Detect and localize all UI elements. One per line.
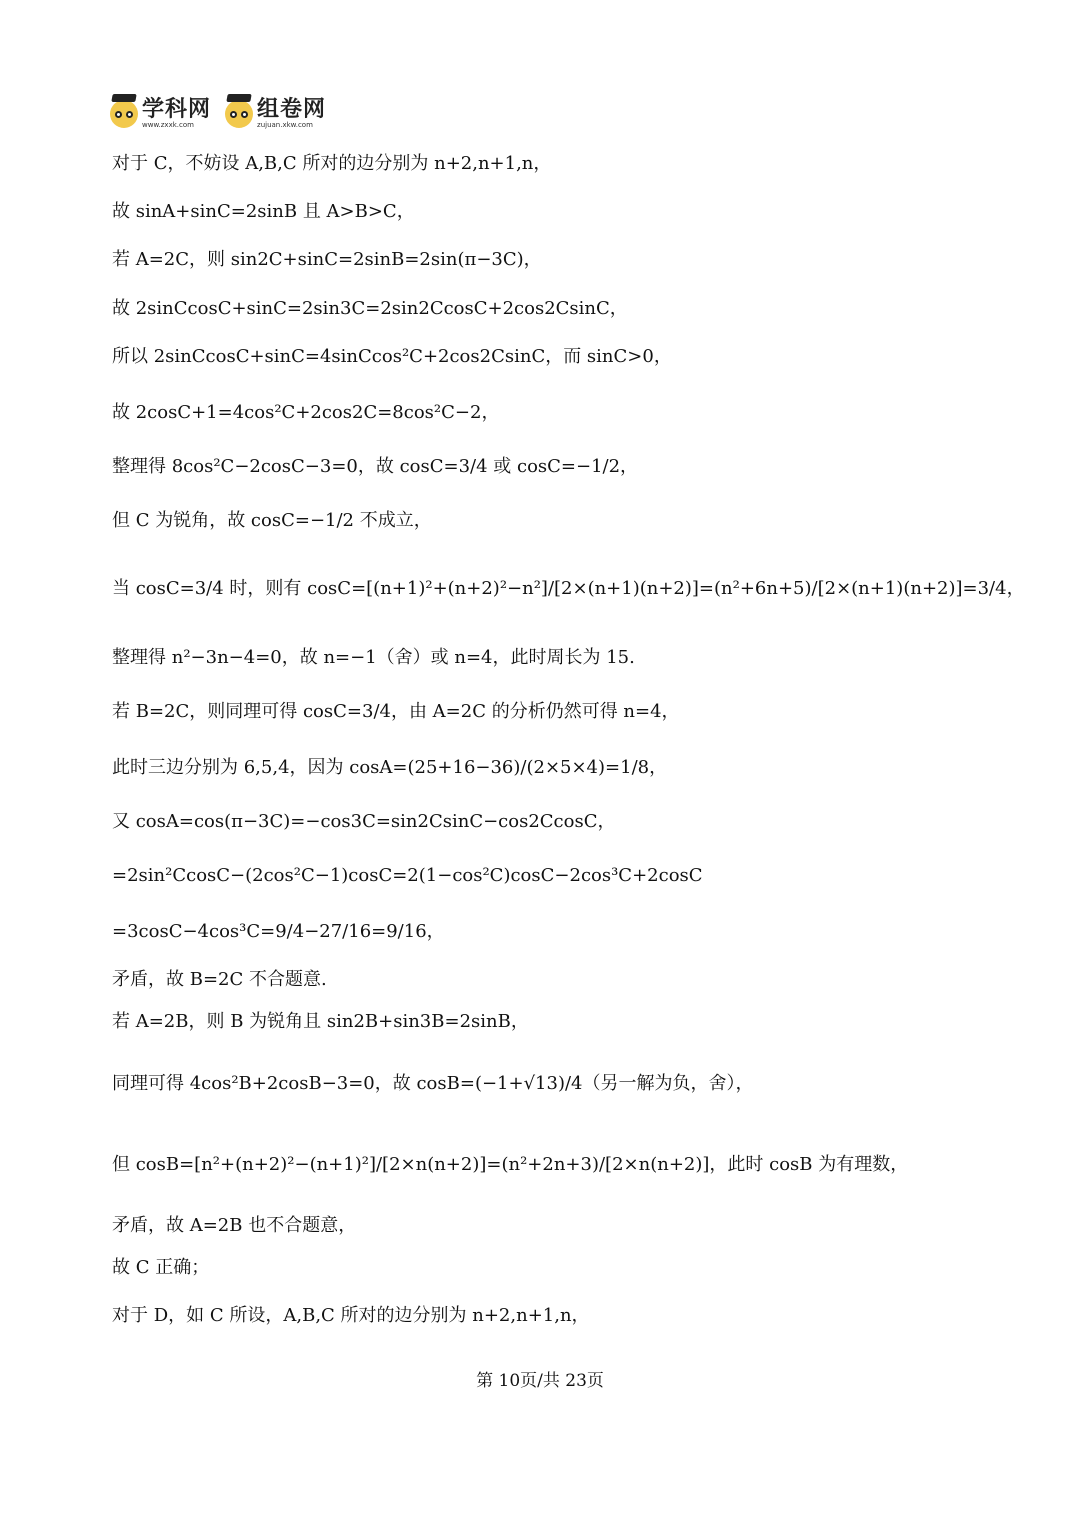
text-line: 但 C 为锐角，故 cosC=−1/2 不成立， xyxy=(112,510,432,531)
text-line: 当 cosC=3/4 时，则有 cosC=[(n+1)²+(n+2)²−n²]/[2×(n+1)(n+2)]=(n²+6n+5)/[2×(n+1)(n+2)]=3/4， xyxy=(112,578,1025,599)
text-line: 矛盾，故 B=2C 不合题意. xyxy=(112,969,327,990)
text-line: =2sin²CcosC−(2cos²C−1)cosC=2(1−cos²C)cosC−2cos³C+2cosC xyxy=(112,865,703,886)
text-line: 矛盾，故 A=2B 也不合题意， xyxy=(112,1215,357,1236)
text-line: 整理得 8cos²C−2cosC−3=0，故 cosC=3/4 或 cosC=−1/2， xyxy=(112,456,639,477)
logo-zxxk-title: 学科网 xyxy=(142,97,212,122)
text-line: 故 sinA+sinC=2sinB 且 A>B>C， xyxy=(112,201,415,222)
text-line: 若 B=2C，则同理可得 cosC=3/4，由 A=2C 的分析仍然可得 n=4， xyxy=(112,701,680,722)
page-number: 第 10页/共 23页 xyxy=(476,1371,604,1391)
text-line: 又 cosA=cos(π−3C)=−cos3C=sin2CsinC−cos2CcosC， xyxy=(112,811,616,832)
graduate-cap-icon xyxy=(225,100,253,128)
text-line: 对于 D，如 C 所设，A,B,C 所对的边分别为 n+2,n+1,n， xyxy=(112,1305,590,1326)
text-line: 故 2sinCcosC+sinC=2sin3C=2sin2CcosC+2cos2CsinC， xyxy=(112,298,628,319)
logo-zujuan-title: 组卷网 xyxy=(257,97,327,122)
text-line: 整理得 n²−3n−4=0，故 n=−1（舍）或 n=4，此时周长为 15. xyxy=(112,647,635,668)
header-logos xyxy=(110,96,326,132)
logo-zujuan-url: zujuan.xkw.com xyxy=(257,121,313,129)
text-line: =3cosC−4cos³C=9/4−27/16=9/16， xyxy=(112,921,445,942)
text-line: 所以 2sinCcosC+sinC=4sinCcos²C+2cos2CsinC，而 sinC>0， xyxy=(112,346,672,367)
logo-zxxk xyxy=(110,99,211,129)
logo-zujuan xyxy=(225,99,326,129)
text-line: 若 A=2B，则 B 为锐角且 sin2B+sin3B=2sinB， xyxy=(112,1011,529,1032)
text-line: 故 2cosC+1=4cos²C+2cos2C=8cos²C−2， xyxy=(112,402,500,423)
text-line: 同理可得 4cos²B+2cosB−3=0，故 cosB=(−1+√13)/4（另一解为负，舍）， xyxy=(112,1073,754,1094)
text-line: 若 A=2C，则 sin2C+sinC=2sinB=2sin(π−3C)， xyxy=(112,249,542,270)
text-line: 此时三边分别为 6,5,4，因为 cosA=(25+16−36)/(2×5×4)=1/8， xyxy=(112,757,668,778)
logo-zxxk-url: www.zxxk.com xyxy=(142,121,194,129)
graduate-cap-icon xyxy=(110,100,138,128)
text-line: 但 cosB=[n²+(n+2)²−(n+1)²]/[2×n(n+2)]=(n²+2n+3)/[2×n(n+2)]，此时 cosB 为有理数， xyxy=(112,1154,909,1175)
text-line: 故 C 正确； xyxy=(112,1257,210,1278)
text-line: 对于 C，不妨设 A,B,C 所对的边分别为 n+2,n+1,n， xyxy=(112,153,552,174)
